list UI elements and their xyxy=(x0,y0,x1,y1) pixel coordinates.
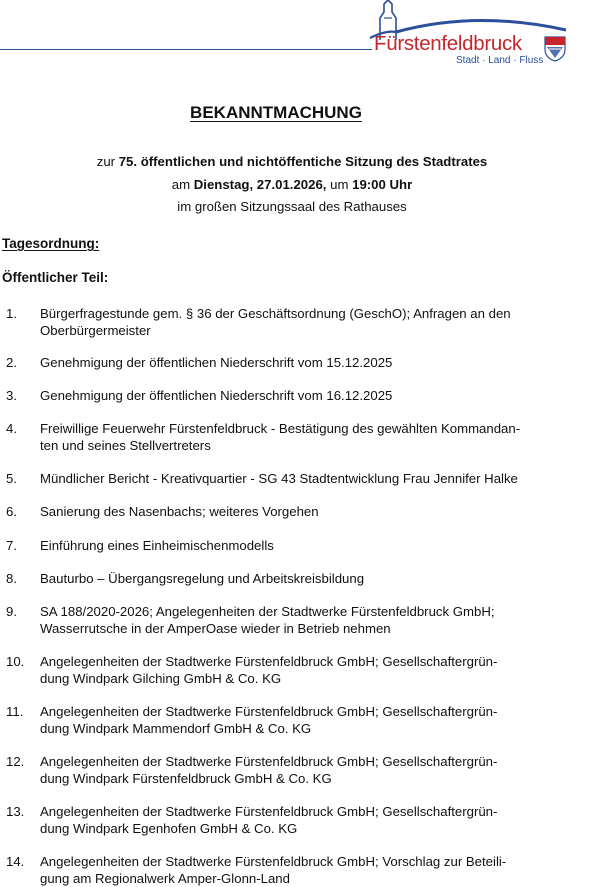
agenda-item-text: Sanierung des Nasenbachs; weiteres Vorgehen xyxy=(40,504,319,519)
agenda-item-text: Genehmigung der öffentlichen Niederschrift vom 16.12.2025 xyxy=(40,388,393,403)
city-logo xyxy=(366,0,600,70)
session-line xyxy=(0,154,584,169)
agenda-item-number: 10. xyxy=(6,654,25,669)
agenda-item-number: 6. xyxy=(6,504,17,519)
location-line: im großen Sitzungssaal des Rathauses xyxy=(177,199,407,214)
agenda-item-number: 2. xyxy=(6,355,17,370)
header-rule xyxy=(0,49,372,50)
agenda-item-text: Mündlicher Bericht - Kreativquartier - SG 43 Stadtentwicklung Frau Jennifer Halke xyxy=(40,471,518,486)
agenda-item-number: 12. xyxy=(6,754,25,769)
agenda-item-number: 14. xyxy=(6,854,25,869)
agenda-item-number: 7. xyxy=(6,538,17,553)
agenda-item-text: Freiwillige Feuerwehr Fürstenfeldbruck - Bestätigung des gewählten Kommandan- ten und seines Stellvertreters xyxy=(40,421,521,453)
session-prefix: zur xyxy=(96,154,116,169)
time-prefix: um xyxy=(330,177,349,192)
agenda-item-number: 9. xyxy=(6,604,17,619)
agenda-item-number: 8. xyxy=(6,571,17,586)
agenda-item-number: 1. xyxy=(6,306,17,321)
agenda-item-text: Bauturbo – Übergangsregelung und Arbeitskreisbildung xyxy=(40,571,365,586)
agenda-item-number: 5. xyxy=(6,471,17,486)
agenda-item-text: Einführung eines Einheimischenmodells xyxy=(40,538,274,553)
session-time: 19:00 Uhr xyxy=(352,177,413,192)
agenda-item-text: Bürgerfragestunde gem. § 36 der Geschäftsordnung (GeschO); Anfragen an den Oberbürgermeister xyxy=(40,306,511,338)
agenda-item-text: Genehmigung der öffentlichen Niederschrift vom 15.12.2025 xyxy=(40,355,393,370)
public-section-heading: Öffentlicher Teil: xyxy=(2,270,109,285)
date-line xyxy=(0,177,584,192)
logo-tagline: Stadt · Land · Fluss xyxy=(456,55,544,66)
session-date: Dienstag, 27.01.2026, xyxy=(193,177,327,192)
agenda-item-text: Angelegenheiten der Stadtwerke Fürstenfeldbruck GmbH; Gesellschaftergrün- dung Windpark Fürstenfeldbruck GmbH & Co. KG xyxy=(40,754,498,786)
agenda-heading: Tagesordnung: xyxy=(2,236,100,251)
agenda-item-number: 13. xyxy=(6,804,25,819)
agenda-item-text: Angelegenheiten der Stadtwerke Fürstenfeldbruck GmbH; Gesellschaftergrün- dung Windpark Egenhofen GmbH & Co. KG xyxy=(40,804,498,836)
agenda-item-text: Angelegenheiten der Stadtwerke Fürstenfeldbruck GmbH; Vorschlag zur Beteili- gung am Regionalwerk Amper-Glonn-Land xyxy=(40,854,507,886)
coat-of-arms-icon xyxy=(544,36,566,62)
agenda-item-text: Angelegenheiten der Stadtwerke Fürstenfeldbruck GmbH; Gesellschaftergrün- dung Windpark Mammendorf GmbH & Co. KG xyxy=(40,704,498,736)
agenda-item-number: 11. xyxy=(6,704,24,719)
date-prefix: am xyxy=(171,177,191,192)
session-name: 75. öffentlichen und nichtöffentiche Sitzung des Stadtrates xyxy=(118,154,488,169)
agenda-item-text: Angelegenheiten der Stadtwerke Fürstenfeldbruck GmbH; Gesellschaftergrün- dung Windpark Gilching GmbH & Co. KG xyxy=(40,654,498,686)
agenda-item-text: SA 188/2020-2026; Angelegenheiten der Stadtwerke Fürstenfeldbruck GmbH; Wasserrutsche in der AmperOase wieder in Betrieb nehmen xyxy=(40,604,495,636)
agenda-item-number: 3. xyxy=(6,388,17,403)
logo-name: Fürstenfeldbruck xyxy=(374,32,522,55)
agenda-item-number: 4. xyxy=(6,421,17,436)
page-title: BEKANNTMACHUNG xyxy=(190,103,362,122)
